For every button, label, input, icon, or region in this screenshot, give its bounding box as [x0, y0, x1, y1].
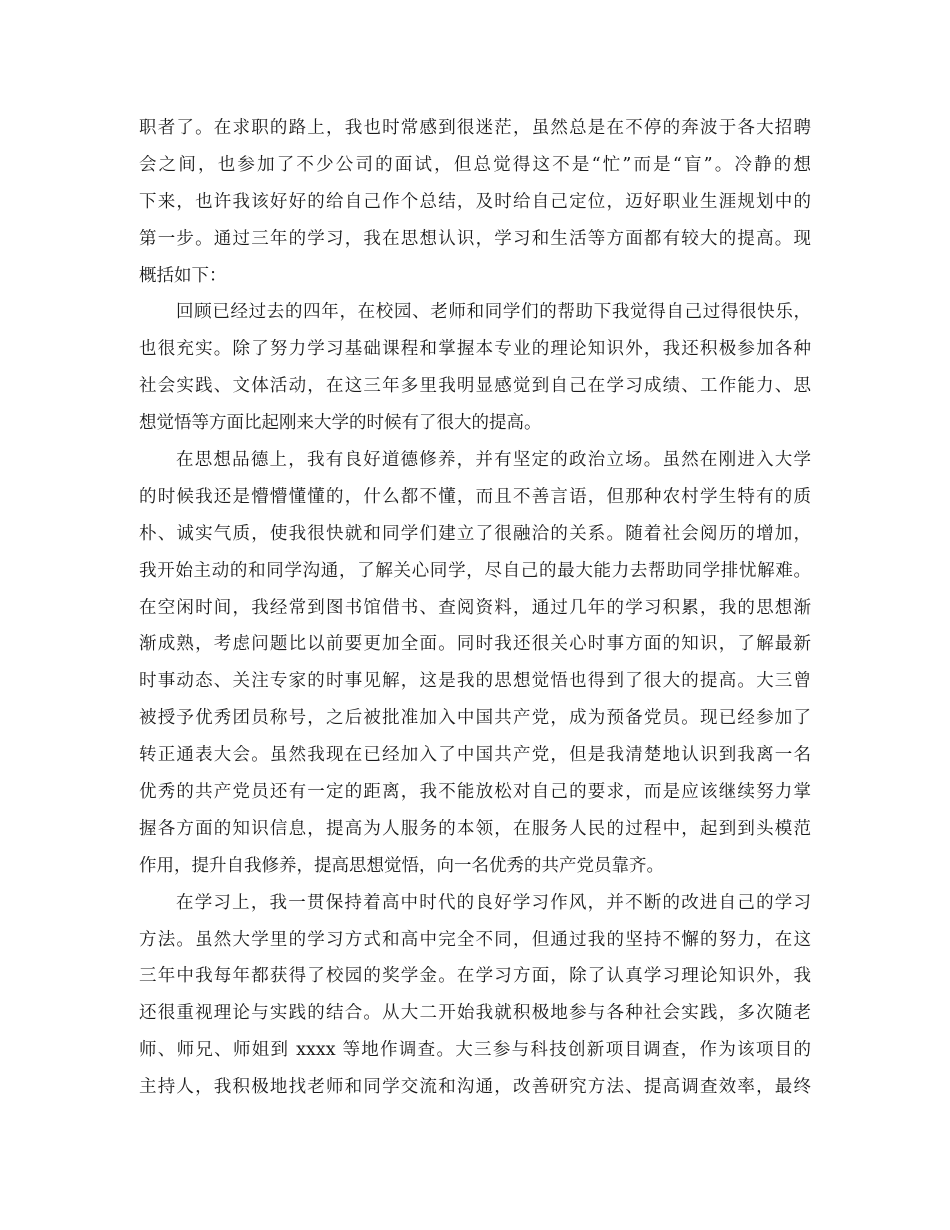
- text-line: 三年中我每年都获得了校园的奖学金。在学习方面，除了认真学习理论知识外，我: [139, 966, 811, 987]
- text-line: 职者了。在求职的路上，我也时常感到很迷茫，虽然总是在不停的奔波于各大招聘: [139, 118, 811, 138]
- text-line: 第一步。通过三年的学习，我在思想认识，学习和生活等方面都有较大的提高。现: [139, 228, 811, 249]
- text-line: 时事动态、关注专家的时事见解，这是我的思想觉悟也得到了很大的提高。大三曾: [139, 671, 811, 692]
- text-line: 会之间，也参加了不少公司的面试，但总觉得这不是“忙”而是“盲”。冷静的想: [139, 154, 811, 175]
- text-line: 在思想品德上，我有良好道德修养，并有坚定的政治立场。虽然在刚进入大学: [176, 450, 811, 471]
- text-line: 下来，也许我该好好的给自己作个总结，及时给自己定位，迈好职业生涯规划中的: [139, 191, 811, 212]
- text-line: 我开始主动的和同学沟通，了解关心同学，尽自己的最大能力去帮助同学排忧解难。: [139, 560, 811, 581]
- text-line: 转正通表大会。虽然我现在已经加入了中国共产党，但是我清楚地认识到我离一名: [139, 745, 811, 766]
- text-line: 还很重视理论与实践的结合。从大二开始我就积极地参与各种社会实践，多次随老: [139, 1003, 811, 1024]
- text-line: 在空闲时间，我经常到图书馆借书、查阅资料，通过几年的学习积累，我的思想渐: [139, 597, 811, 618]
- text-line: 的时候我还是懵懵懂懂的，什么都不懂，而且不善言语，但那种农村学生特有的质: [139, 486, 811, 507]
- text-line: 握各方面的知识信息，提高为人服务的本领，在服务人民的过程中，起到到头模范: [139, 818, 811, 839]
- document-body: [139, 110, 811, 1106]
- text-line: 在学习上，我一贯保持着高中时代的良好学习作风，并不断的改进自己的学习: [176, 892, 811, 913]
- text-line: 想觉悟等方面比起刚来大学的时候有了很大的提高。: [139, 413, 542, 434]
- text-line: 渐成熟，考虑问题比以前要更加全面。同时我还很关心时事方面的知识，了解最新: [139, 634, 811, 655]
- text-line: 主持人，我积极地找老师和同学交流和沟通，改善研究方法、提高调查效率，最终: [139, 1077, 811, 1098]
- text-line: 回顾已经过去的四年，在校园、老师和同学们的帮助下我觉得自己过得很快乐，: [176, 302, 811, 323]
- text-line: 朴、诚实气质，使我很快就和同学们建立了很融洽的关系。随着社会阅历的增加，: [139, 523, 811, 544]
- text-line: 概括如下：: [139, 265, 227, 286]
- text-line: 被授予优秀团员称号，之后被批准加入中国共产党，成为预备党员。现已经参加了: [139, 708, 811, 729]
- text-line: 作用，提升自我修养，提高思想觉悟，向一名优秀的共产党员靠齐。: [139, 855, 664, 876]
- text-line: 也很充实。除了努力学习基础课程和掌握本专业的理论知识外，我还积极参加各种: [139, 339, 811, 360]
- text-line: 方法。虽然大学里的学习方式和高中完全不同，但通过我的坚持不懈的努力，在这: [139, 929, 811, 950]
- text-line: 师、师兄、师姐到 xxxx 等地作调查。大三参与科技创新项目调查，作为该项目的: [139, 1040, 811, 1061]
- text-line: 社会实践、文体活动，在这三年多里我明显感觉到自己在学习成绩、工作能力、思: [139, 376, 811, 397]
- text-line: 优秀的共产党员还有一定的距离，我不能放松对自己的要求，而是应该继续努力掌: [139, 782, 811, 803]
